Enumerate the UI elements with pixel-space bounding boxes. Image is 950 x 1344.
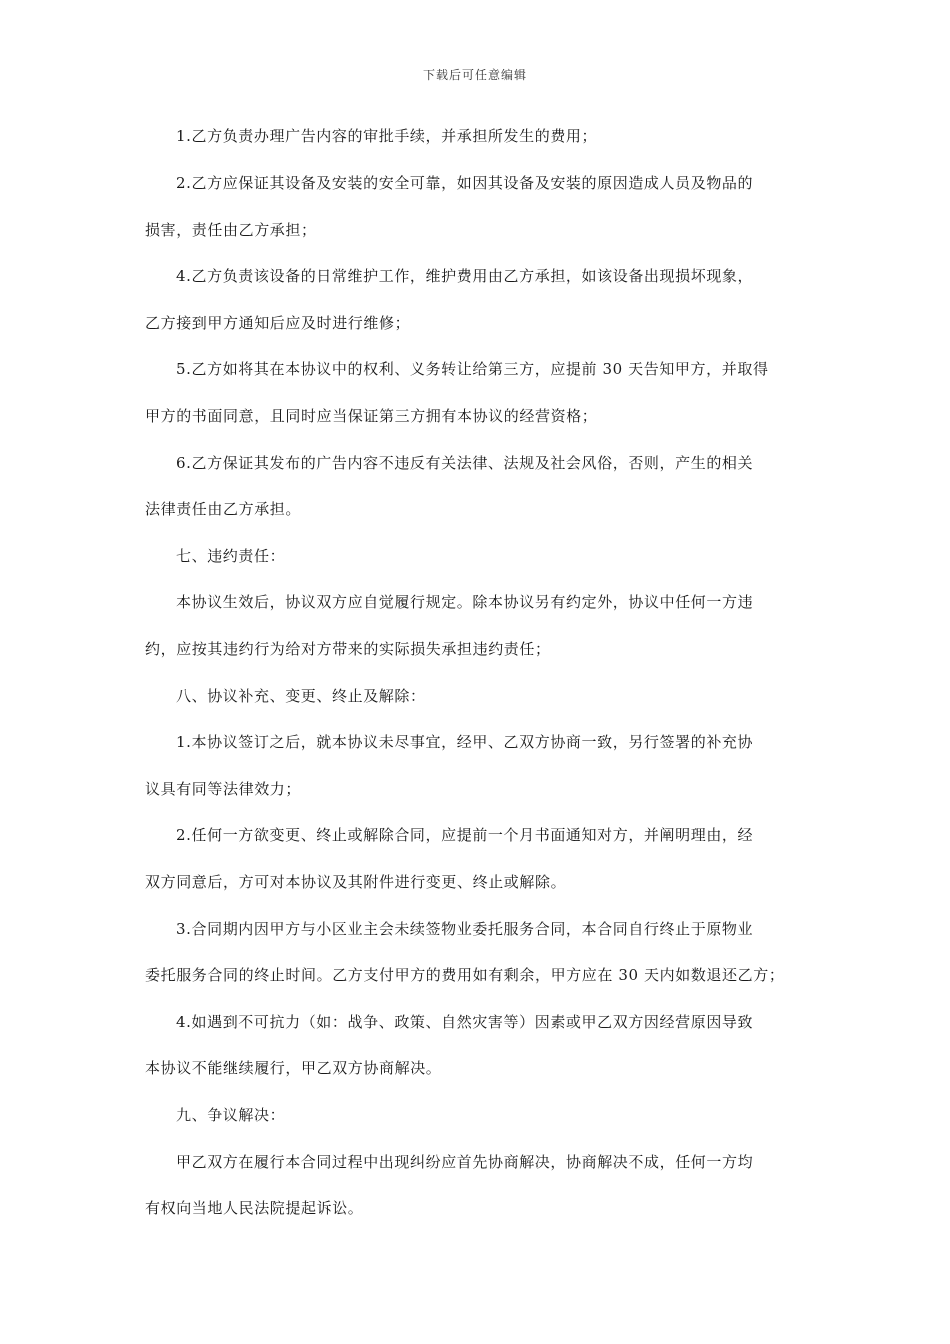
- line-section-8-3-cont: 委托服务合同的终止时间。乙方支付甲方的费用如有剩余，甲方应在 30 天内如数退还乙方；: [145, 966, 785, 984]
- line-section-7-cont: 约，应按其违约行为给对方带来的实际损失承担违约责任；: [145, 640, 551, 658]
- line-section-8-2: 2.任何一方欲变更、终止或解除合同，应提前一个月书面通知对方，并阐明理由，经: [176, 826, 754, 844]
- line-clause-4-cont: 乙方接到甲方通知后应及时进行维修；: [145, 314, 411, 332]
- line-section-8-4-cont: 本协议不能继续履行，甲乙双方协商解决。: [145, 1059, 442, 1077]
- line-clause-1: 1.乙方负责办理广告内容的审批手续，并承担所发生的费用；: [176, 127, 598, 145]
- section-heading-9: 九、争议解决：: [176, 1106, 286, 1124]
- line-section-9-cont: 有权向当地人民法院提起诉讼。: [145, 1199, 364, 1217]
- line-section-8-1: 1.本协议签订之后，就本协议未尽事宜，经甲、乙双方协商一致，另行签署的补充协: [176, 733, 754, 751]
- line-clause-4: 4.乙方负责该设备的日常维护工作，维护费用由乙方承担，如该设备出现损坏现象，: [176, 267, 754, 285]
- line-clause-5: 5.乙方如将其在本协议中的权利、义务转让给第三方，应提前 30 天告知甲方，并取得: [176, 360, 769, 378]
- line-section-8-2-cont: 双方同意后，方可对本协议及其附件进行变更、终止或解除。: [145, 873, 567, 891]
- line-section-7: 本协议生效后，协议双方应自觉履行规定。除本协议另有约定外，协议中任何一方违: [176, 593, 754, 611]
- line-clause-2-cont: 损害，责任由乙方承担；: [145, 221, 317, 239]
- line-section-9: 甲乙双方在履行本合同过程中出现纠纷应首先协商解决，协商解决不成，任何一方均: [176, 1153, 754, 1171]
- line-clause-5-cont: 甲方的书面同意，且同时应当保证第三方拥有本协议的经营资格；: [145, 407, 598, 425]
- line-section-8-3: 3.合同期内因甲方与小区业主会未续签物业委托服务合同，本合同自行终止于原物业: [176, 920, 754, 938]
- line-clause-2: 2.乙方应保证其设备及安装的安全可靠，如因其设备及安装的原因造成人员及物品的: [176, 174, 754, 192]
- line-section-8-4: 4.如遇到不可抗力（如：战争、政策、自然灾害等）因素或甲乙双方因经营原因导致: [176, 1013, 754, 1031]
- line-clause-6-cont: 法律责任由乙方承担。: [145, 500, 302, 518]
- section-heading-8: 八、协议补充、变更、终止及解除：: [176, 687, 426, 705]
- section-heading-7: 七、违约责任：: [176, 547, 286, 565]
- page-header-note: 下载后可任意编辑: [422, 68, 527, 82]
- line-clause-6: 6.乙方保证其发布的广告内容不违反有关法律、法规及社会风俗，否则，产生的相关: [176, 454, 754, 472]
- line-section-8-1-cont: 议具有同等法律效力；: [145, 780, 302, 798]
